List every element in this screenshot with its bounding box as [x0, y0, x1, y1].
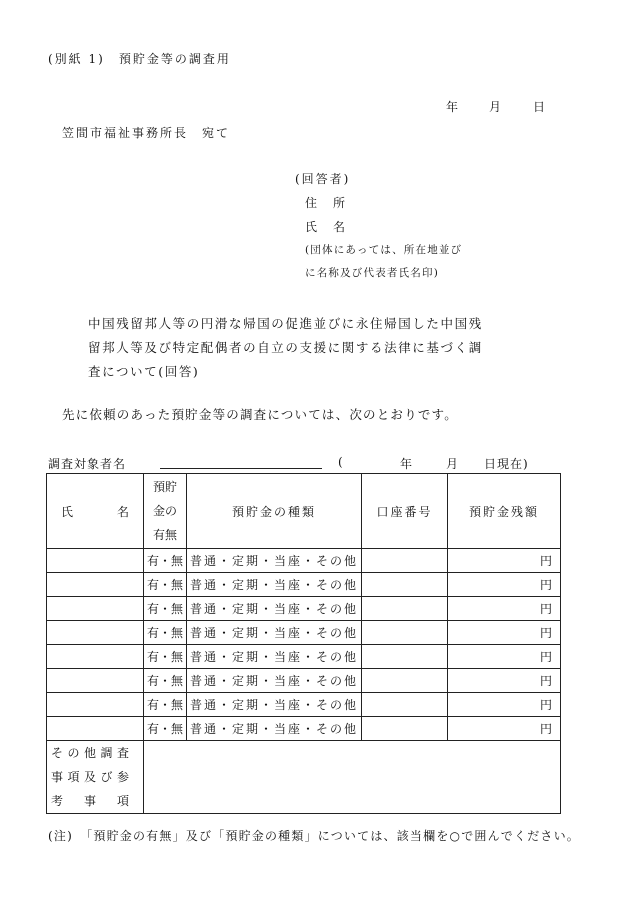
other-items-line-1: その他調査 [51, 746, 134, 760]
row-account-cell[interactable] [362, 549, 448, 573]
as-of-month: 月 [446, 457, 459, 471]
intro-text: 先に依頼のあった預貯金等の調査については、次のとおりです。 [62, 407, 458, 422]
row-presence-cell[interactable]: 有・無 [144, 717, 187, 741]
row-presence-cell[interactable]: 有・無 [144, 645, 187, 669]
respondent-heading: (回答者) [295, 172, 351, 186]
header-deposit-line-3: 有無 [152, 528, 177, 542]
row-account-cell[interactable] [362, 717, 448, 741]
header-name-left: 氏 [61, 504, 74, 519]
row-type-cell[interactable]: 普通・定期・当座・その他 [187, 573, 362, 597]
row-balance-cell[interactable]: 円 [448, 717, 561, 741]
row-account-cell[interactable] [362, 573, 448, 597]
table-row [47, 573, 561, 597]
addressee: 笠間市福祉事務所長 宛て [62, 126, 231, 140]
subject-person-label: 調査対象者名 [48, 457, 127, 471]
table-row [47, 549, 561, 573]
row-balance-cell[interactable]: 円 [448, 693, 561, 717]
as-of-year: 年 [400, 457, 413, 471]
footnote: (注) 「預貯金の有無」及び「預貯金の種類」については、該当欄を○で囲んでください。 [48, 829, 580, 843]
row-name-cell[interactable] [47, 573, 144, 597]
row-balance-cell[interactable]: 円 [448, 669, 561, 693]
header-deposit-presence [144, 474, 187, 549]
other-items-label [47, 741, 144, 814]
table-row [47, 645, 561, 669]
row-presence-cell[interactable]: 有・無 [144, 693, 187, 717]
row-presence-cell[interactable]: 有・無 [144, 549, 187, 573]
row-type-cell[interactable]: 普通・定期・当座・その他 [187, 669, 362, 693]
as-of-day: 日現在) [484, 457, 529, 471]
other-items-row [47, 741, 561, 814]
row-balance-cell[interactable]: 円 [448, 645, 561, 669]
row-name-cell[interactable] [47, 669, 144, 693]
row-account-cell[interactable] [362, 645, 448, 669]
subject-person-underline[interactable] [160, 468, 322, 469]
header-balance: 預貯金残額 [448, 474, 561, 549]
table-row [47, 669, 561, 693]
attachment-title: (別紙 1) 預貯金等の調査用 [48, 52, 231, 66]
row-balance-cell[interactable]: 円 [448, 621, 561, 645]
row-balance-cell[interactable]: 円 [448, 573, 561, 597]
respondent-note-2: に名称及び代表者氏名印) [305, 267, 439, 279]
row-name-cell[interactable] [47, 693, 144, 717]
header-account-number: 口座番号 [362, 474, 448, 549]
header-name-right: 名 [116, 504, 129, 519]
row-account-cell[interactable] [362, 669, 448, 693]
row-account-cell[interactable] [362, 621, 448, 645]
row-type-cell[interactable]: 普通・定期・当座・その他 [187, 717, 362, 741]
as-of-paren: ( [338, 455, 343, 469]
row-name-cell[interactable] [47, 717, 144, 741]
header-deposit-line-1: 預貯 [152, 480, 177, 494]
respondent-name: 氏 名 [305, 220, 348, 234]
header-deposit-type: 預貯金の種類 [187, 474, 362, 549]
respondent-note-1: (団体にあっては、所在地並び [305, 244, 463, 256]
table-row [47, 717, 561, 741]
table-row [47, 621, 561, 645]
row-type-cell[interactable]: 普通・定期・当座・その他 [187, 549, 362, 573]
row-name-cell[interactable] [47, 645, 144, 669]
row-type-cell[interactable]: 普通・定期・当座・その他 [187, 597, 362, 621]
other-items-field[interactable] [144, 741, 561, 814]
row-presence-cell[interactable]: 有・無 [144, 597, 187, 621]
date-year: 年 [446, 100, 459, 114]
row-name-cell[interactable] [47, 621, 144, 645]
row-type-cell[interactable]: 普通・定期・当座・その他 [187, 645, 362, 669]
date-month: 月 [489, 100, 502, 114]
header-deposit-line-2: 金の [152, 504, 177, 518]
deposit-table [46, 473, 561, 814]
row-presence-cell[interactable]: 有・無 [144, 573, 187, 597]
row-name-cell[interactable] [47, 597, 144, 621]
row-account-cell[interactable] [362, 693, 448, 717]
row-type-cell[interactable]: 普通・定期・当座・その他 [187, 693, 362, 717]
date-day: 日 [533, 100, 546, 114]
subject-line-2: 留邦人等及び特定配偶者の自立の支援に関する法律に基づく調 [88, 340, 483, 355]
table-row [47, 597, 561, 621]
row-presence-cell[interactable]: 有・無 [144, 669, 187, 693]
subject-line-1: 中国残留邦人等の円滑な帰国の促進並びに永住帰国した中国残 [88, 316, 483, 331]
row-name-cell[interactable] [47, 549, 144, 573]
row-account-cell[interactable] [362, 597, 448, 621]
table-row [47, 693, 561, 717]
other-items-line-3: 考 事 項 [51, 794, 134, 808]
subject-line-3: 査について(回答) [88, 364, 200, 379]
row-presence-cell[interactable]: 有・無 [144, 621, 187, 645]
respondent-address: 住 所 [305, 196, 348, 210]
row-balance-cell[interactable]: 円 [448, 549, 561, 573]
table-header-row [47, 474, 561, 549]
header-name [47, 474, 144, 549]
row-type-cell[interactable]: 普通・定期・当座・その他 [187, 621, 362, 645]
other-items-line-2: 事項及び参 [51, 770, 134, 784]
row-balance-cell[interactable]: 円 [448, 597, 561, 621]
